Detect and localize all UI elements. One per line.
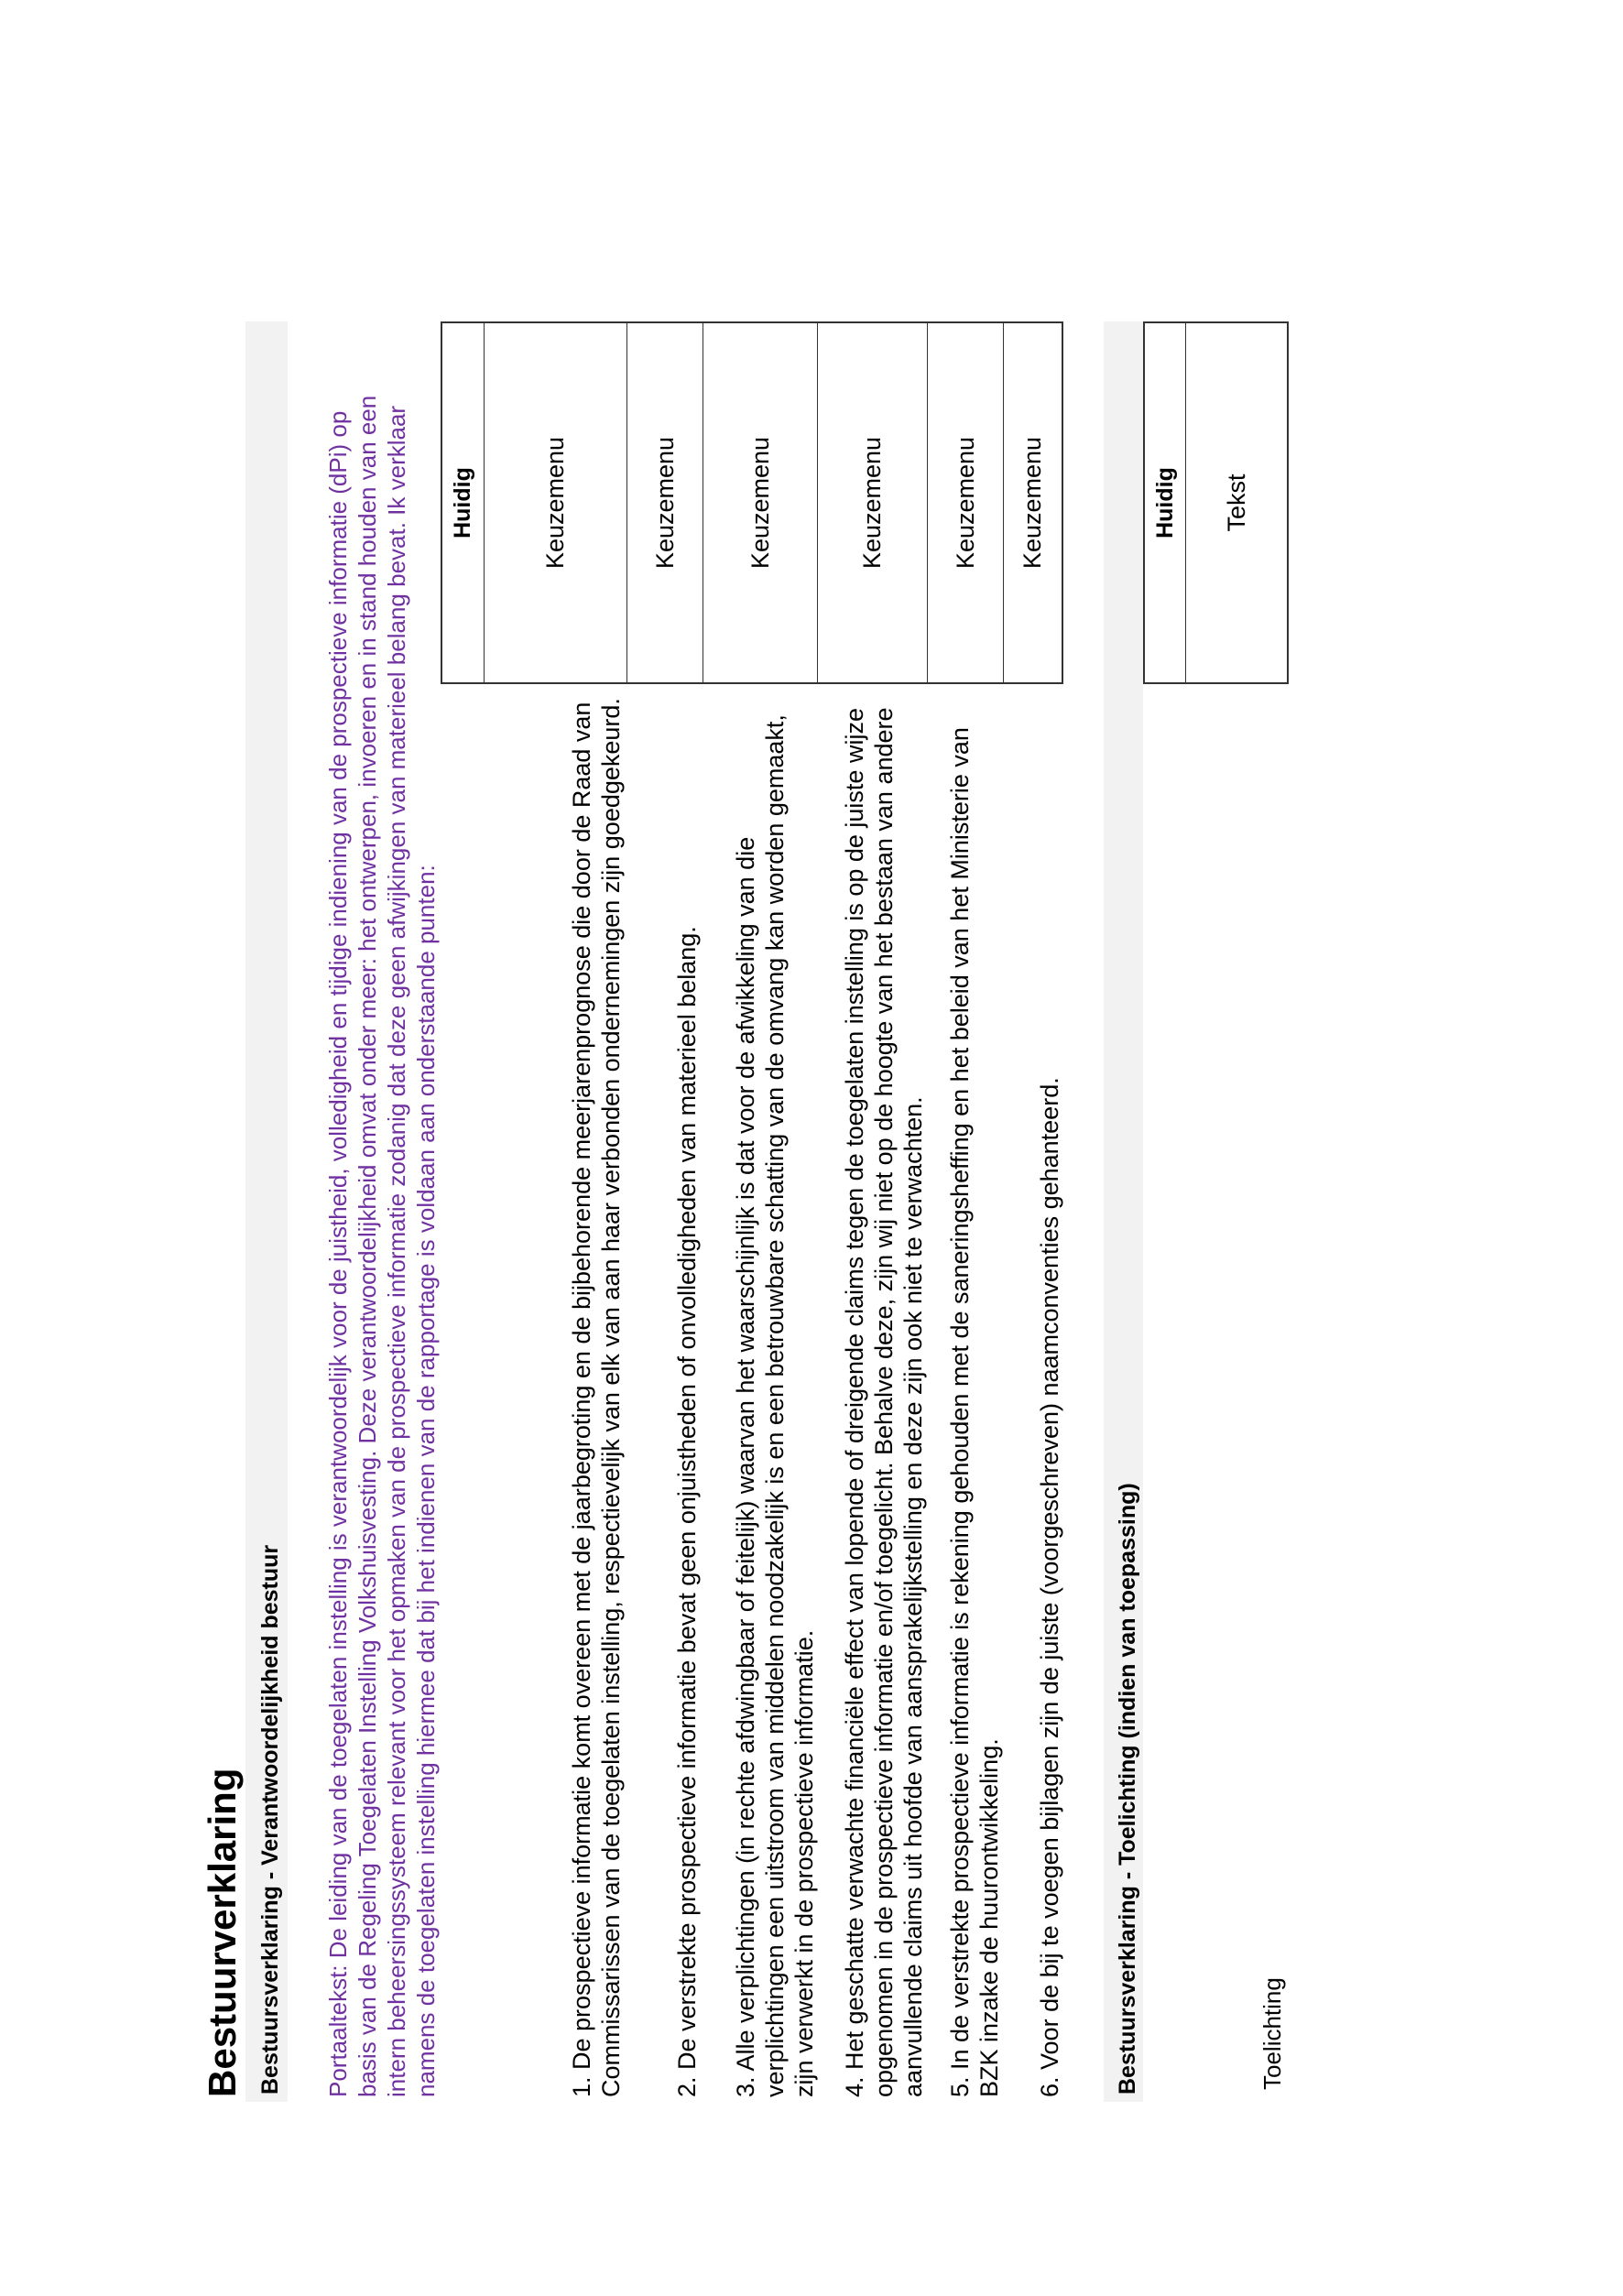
- explanation-table: [1143, 321, 1289, 684]
- statement-4-line: aanvullende claims uit hoofde van aansprakelijkstelling en deze zijn ook niet te verwachten.: [899, 1096, 927, 2097]
- section-heading: Bestuursverklaring - Verantwoordelijkheid bestuur: [257, 1544, 283, 2095]
- column-header-huidig: Huidig: [450, 467, 475, 539]
- statement-4-line: 4. Het geschatte verwachte financiële effect van lopende of dreigende claims tegen de toegelaten instelling is op de juiste wijze: [841, 708, 868, 2097]
- portal-text-line: Portaaltekst: De leiding van de toegelaten instelling is verantwoordelijk voor de juistheid, volledigheid en tijdige indiening van de prospectieve informatie (dPi) op: [324, 410, 352, 2097]
- portal-text-line: namens de toegelaten instelling hiermee dat bij het indienen van de rapportage is voldaan aan onderstaande punten:: [412, 865, 440, 2097]
- portal-text-line: basis van de Regeling Toegelaten Instelling Volkshuisvesting. Deze verantwoordelijkheid omvat onder meer: het ontwerpen, invoeren en in stand houden van een: [354, 395, 381, 2097]
- statement-3-line: zijn verwerkt in de prospectieve informatie.: [790, 1629, 818, 2097]
- statement-3-dropdown[interactable]: Keuzemenu: [703, 323, 817, 682]
- column-header-huidig: Huidig: [1151, 467, 1178, 539]
- statement-6-dropdown[interactable]: Keuzemenu: [1003, 323, 1062, 682]
- statement-4-line: opgenomen in de prospectieve informatie en/of toegelicht. Behalve deze, zijn wij niet op de hoogte van het bestaan van andere: [870, 707, 898, 2097]
- statement-3-line: verplichtingen een uitstroom van middelen noodzakelijk is en een betrouwbare schatting van de omvang kan worden gemaakt,: [761, 714, 789, 2097]
- explanation-text-field[interactable]: Tekst: [1185, 323, 1287, 682]
- explanation-label: Toelichting: [1258, 1977, 1286, 2090]
- section-header-responsibility: [245, 321, 288, 2102]
- statement-2-line: 2. De verstrekte prospectieve informatie bevat geen onjuistheden of onvolledigheden van materieel belang.: [673, 926, 701, 2097]
- statement-1-dropdown[interactable]: Keuzemenu: [484, 323, 626, 682]
- statement-5-line: 5. In de verstrekte prospectieve informatie is rekening gehouden met de saneringsheffing en het beleid van het Ministerie van: [946, 727, 974, 2097]
- statement-6-line: 6. Voor de bij te voegen bijlagen zijn de juiste (voorgeschreven) naamconventies gehanteerd.: [1036, 1077, 1063, 2097]
- statement-5-dropdown[interactable]: Keuzemenu: [927, 323, 1003, 682]
- page-title: Bestuurverklaring: [201, 1768, 244, 2097]
- statement-2-dropdown[interactable]: Keuzemenu: [626, 323, 703, 682]
- statement-5-line: BZK inzake de huurontwikkeling.: [975, 1738, 1003, 2097]
- statement-4-dropdown[interactable]: Keuzemenu: [817, 323, 927, 682]
- statements-table: [441, 321, 1063, 684]
- statement-3-line: 3. Alle verplichtingen (in rechte afdwingbaar of feitelijk) waarvan het waarschijnlijk is dat voor de afwikkeling van die: [732, 836, 759, 2097]
- portal-text-line: intern beheersingssysteem relevant voor het opmaken van de prospectieve informatie zodanig dat deze geen afwijkingen van materieel belang bevat. Ik verklaar: [383, 405, 410, 2097]
- section-heading: Bestuursverklaring - Toelichting (indien van toepassing): [1115, 1483, 1140, 2095]
- statement-1-line: Commissarissen van de toegelaten instelling, respectievelijk van elk van aan haar verbonden ondernemingen zijn goedgekeurd.: [597, 698, 625, 2097]
- section-header-explanation: [1104, 321, 1143, 2102]
- statement-1-line: 1. De prospectieve informatie komt overeen met de jaarbegroting en de bijbehorende meerjarenprognose die door de Raad van: [568, 702, 595, 2097]
